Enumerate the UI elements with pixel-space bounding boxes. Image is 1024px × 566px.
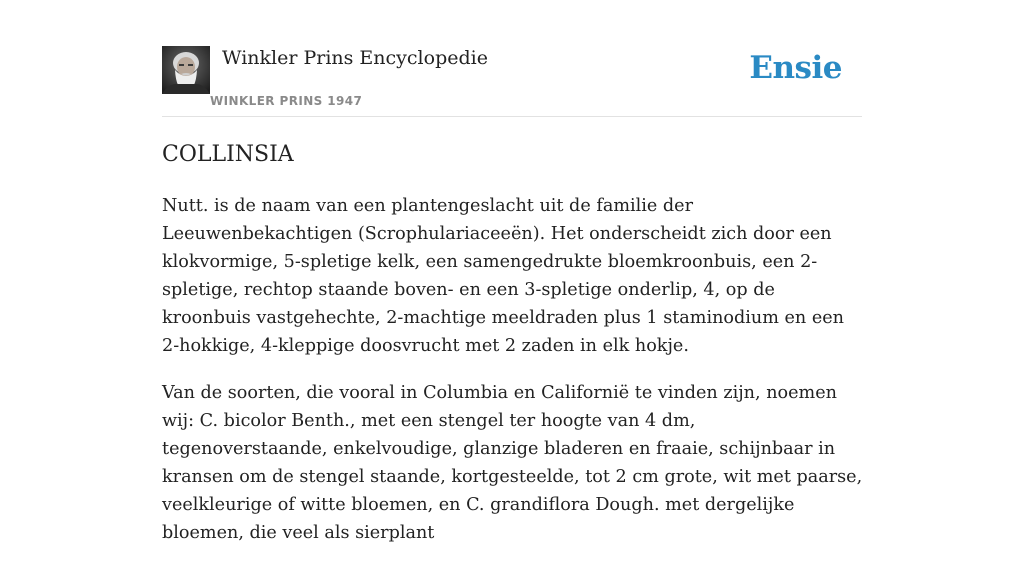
article-body: [162, 192, 866, 566]
portrait-icon: [162, 46, 210, 94]
source-edition: WINKLER PRINS 1947: [210, 94, 363, 108]
article-paragraph: Van de soorten, die vooral in Columbia en Californië te vinden zijn, noemen wij: C. bicolor Benth., met een stengel ter hoogte van 4 dm, tegenoverstaande, enkelvoudige, glanzige bladeren en fraaie, schijnbaar in kransen om de stengel staande, kortgesteelde, tot 2 cm grote, wit met paarse, veelkleurige of witte bloemen, en C. grandiflora Dough. met dergelijke bloemen, die veel als sierplant: [162, 383, 863, 543]
article-title: COLLINSIA: [162, 142, 294, 167]
article-paragraph: Nutt. is de naam van een plantengeslacht uit de familie der Leeuwenbekachtigen (Scrophulariaceeën). Het onderscheidt zich door een klokvormige, 5-spletige kelk, een samengedrukte bloemkroonbuis, een 2-spletige, rechtop staande boven- en een 3-spletige onderlip, 4, op de kroonbuis vastgehechte, 2-machtige meeldraden plus 1 staminodium en een 2-hokkige, 4-kleppige doosvrucht met 2 zaden in elk hokje.: [162, 196, 845, 356]
source-name[interactable]: Winkler Prins Encyclopedie: [222, 47, 488, 69]
source-header: [162, 46, 862, 117]
ensie-logo[interactable]: Ensie: [749, 50, 842, 86]
author-avatar[interactable]: [162, 46, 210, 94]
